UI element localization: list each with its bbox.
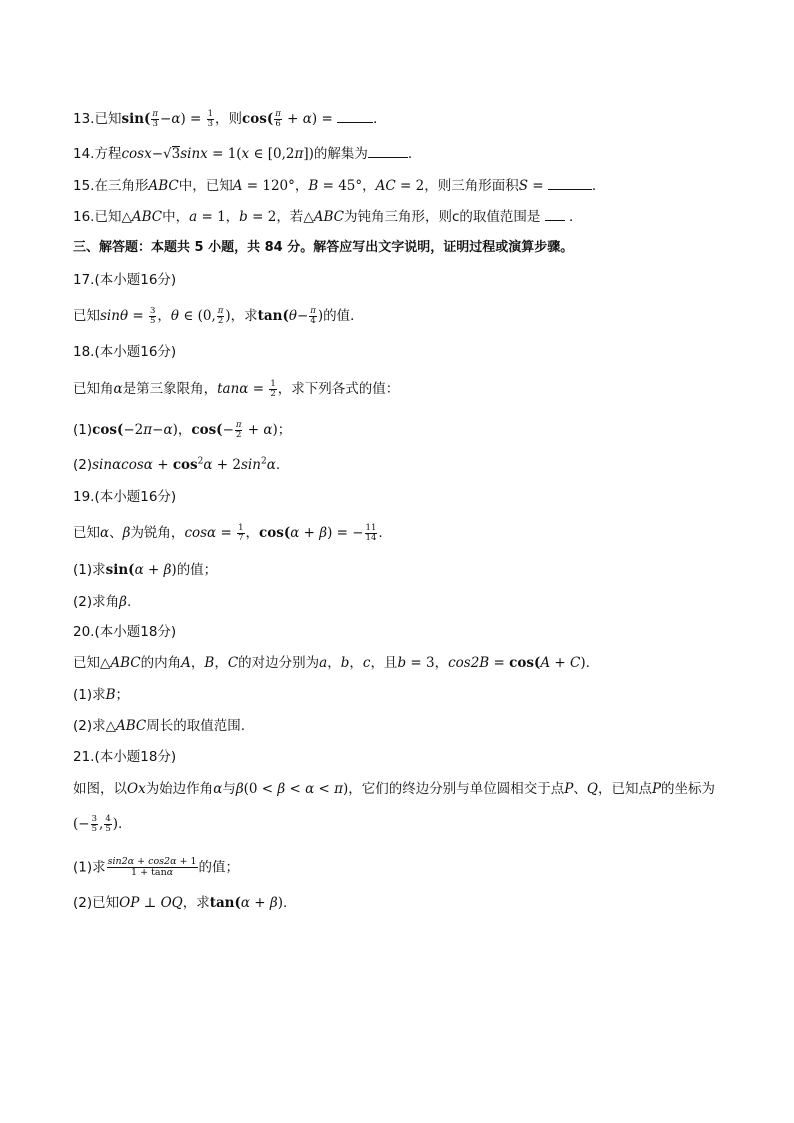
question-20-head: 20.(本小题18分)	[73, 624, 177, 640]
question-21-head: 21.(本小题18分)	[73, 749, 177, 765]
question-18-part-1: (1)cos(−2π−α)，cos(− $\frac{\pi}{2}$ + α)；	[73, 419, 292, 440]
question-17-head: 17.(本小题16分)	[73, 272, 177, 288]
answer-blank[interactable]	[337, 108, 373, 123]
question-19-part-1: (1)求sin(α + β)的值；	[73, 562, 218, 578]
question-20-part-2: (2)求△ABC周长的取值范围.	[73, 718, 246, 734]
question-19-head: 19.(本小题16分)	[73, 489, 177, 505]
question-18-part-2: $(2)\sin\alpha\cos\alpha + \cos^2\alpha + 2\sin^2\alpha$.	[73, 456, 281, 473]
question-15: 15.在三角形ABC中，已知A = 120°，B = 45°，AC = 2，则三角形面积S = ．	[73, 175, 605, 196]
question-21: 如图，以Ox为始边作角α与β(0 < β < α < π)，它们的终边分别与单位圆相交于点P、Q，已知点P的坐标为	[73, 781, 716, 797]
question-20-part-1: (1)求B；	[73, 687, 130, 703]
question-18-head: 18.(本小题16分)	[73, 344, 177, 360]
question-21-coord: (− $\frac{3}{5}$ , $\frac{4}{5}$ ).	[73, 813, 123, 834]
answer-blank[interactable]	[545, 206, 565, 221]
question-21-part-1: (1)求 $\frac{\sin 2\alpha + \cos 2\alpha + 1}{1 + \tan\alpha}$ 的值；	[73, 856, 240, 878]
question-14: 14.方程cosx−√3sinx = 1(x ∈ [0,2π])的解集为 ．	[73, 143, 421, 164]
answer-blank[interactable]	[368, 143, 408, 158]
question-16: 16.已知△ABC中，a = 1，b = 2，若△ABC为钝角三角形，则c的取值范围是 ．	[73, 206, 582, 227]
question-21-part-2: (2)已知OP ⊥ OQ，求tan(α + β).	[73, 895, 288, 911]
question-13: 13.已知sin( $\frac{\pi}{3}$ −α) = $\frac{1}{3}$ ，则cos( $\frac{\pi}{6}$ + α) = ．	[73, 108, 387, 129]
question-19-part-2: (2)求角β.	[73, 594, 132, 610]
q13-number: 13.	[73, 111, 95, 127]
question-17: 已知sinθ = $\frac{3}{5}$ ，θ ∈ (0, $\frac{\pi}{2}$ )，求tan(θ− $\frac{\pi}{4}$ )的值．	[73, 305, 364, 326]
question-18: 已知角α是第三象限角，tanα = $\frac{1}{2}$ ，求下列各式的值：	[73, 378, 400, 399]
question-19: 已知α、β为锐角，cosα = $\frac{1}{7}$ ，cos(α + β) = − $\frac{11}{14}$ .	[73, 522, 383, 543]
question-20: 已知△ABC的内角A，B，C的对边分别为a，b，c，且b = 3，cos2B = cos(A + C).	[73, 655, 590, 671]
section-header-3: 三、解答题：本题共 5 小题，共 84 分。解答应写出文字说明，证明过程或演算步骤。	[73, 240, 574, 255]
answer-blank[interactable]	[548, 175, 592, 190]
